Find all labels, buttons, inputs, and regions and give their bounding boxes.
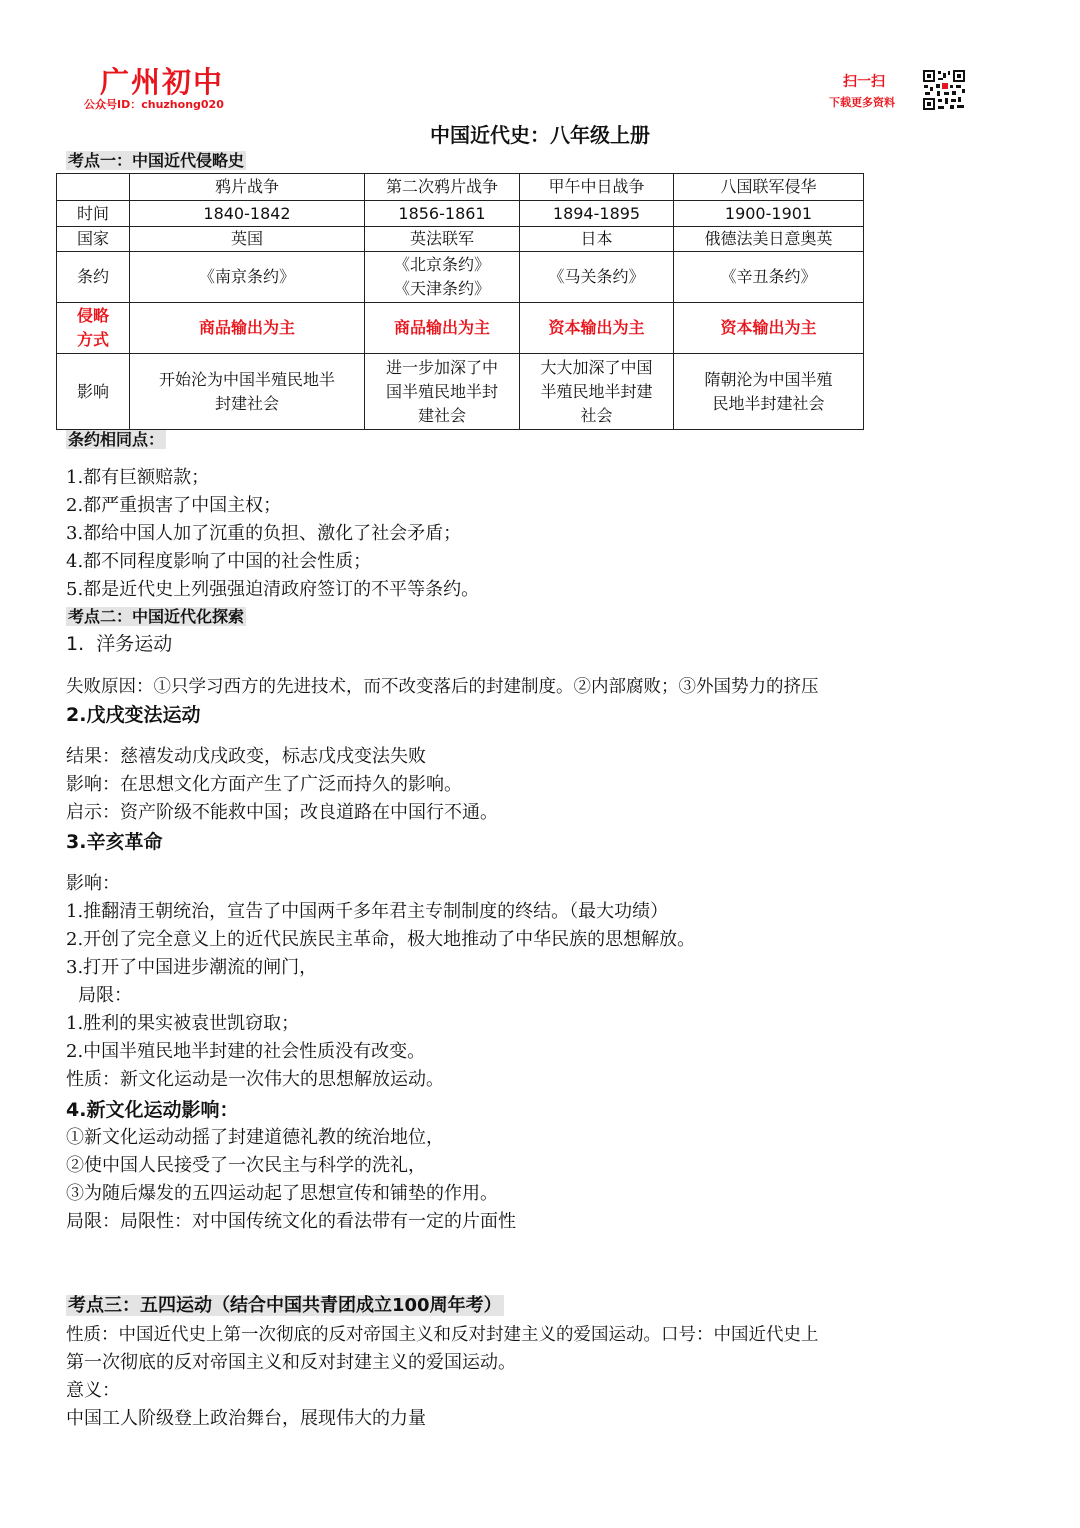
- invasion-history-table: [56, 173, 864, 430]
- cell-line: 建社会: [417, 405, 466, 425]
- qr-code-icon[interactable]: [922, 69, 966, 111]
- download-more-label: 下载更多资料: [829, 96, 895, 109]
- table-cell: [57, 174, 130, 201]
- cell-line: 进一步加深了中: [385, 357, 498, 377]
- list-item: 5.都是近代史上列强强迫清政府签订的不平等条约。: [66, 579, 480, 600]
- table-row: [57, 201, 864, 227]
- cell-line: 《北京条约》: [393, 255, 490, 274]
- cell-line: 隋朝沦为中国半殖: [704, 369, 833, 389]
- table-cell: 1840-1842: [130, 201, 365, 227]
- brand-account-id: 公众号ID：chuzhong020: [84, 98, 224, 111]
- scan-label: 扫一扫: [843, 74, 885, 90]
- row-label: 影响: [57, 354, 130, 430]
- cell-line: 方式: [76, 330, 109, 349]
- table-row: [57, 227, 864, 252]
- list-item: ③为随后爆发的五四运动起了思想宣传和铺垫的作用。: [66, 1183, 498, 1204]
- table-cell: [365, 354, 520, 430]
- list-item: 1.都有巨额赔款；: [66, 467, 210, 488]
- subsection-title-xinhai: 3.辛亥革命: [66, 831, 163, 853]
- table-cell: 俄德法美日意奥英: [674, 227, 864, 252]
- table-cell: [130, 354, 365, 430]
- row-label: 条约: [57, 252, 130, 303]
- list-item: 1.胜利的果实被袁世凯窃取；: [66, 1013, 300, 1034]
- section-heading-1: 考点一：中国近代侵略史: [68, 151, 245, 170]
- table-cell: 1900-1901: [674, 201, 864, 227]
- cell-line: 大大加深了中国: [540, 357, 653, 377]
- table-cell: 日本: [520, 227, 674, 252]
- table-cell: [674, 354, 864, 430]
- list-item: ①新文化运动动摇了封建道德礼教的统治地位，: [66, 1127, 444, 1148]
- table-header-cell: 第二次鸦片战争: [365, 174, 520, 201]
- table-cell: 1856-1861: [365, 201, 520, 227]
- table-cell: 1894-1895: [520, 201, 674, 227]
- text-line: 性质：新文化运动是一次伟大的思想解放运动。: [66, 1069, 444, 1090]
- table-row: [57, 354, 864, 430]
- cell-line: 封建社会: [214, 393, 279, 413]
- table-cell: [365, 252, 520, 303]
- text-line: 结果：慈禧发动戊戌政变，标志戊戌变法失败: [66, 746, 426, 767]
- failure-reason: 失败原因：①只学习西方的先进技术，而不改变落后的封建制度。②内部腐败；③外国势力的挤压: [66, 677, 819, 697]
- table-cell: 《南京条约》: [130, 252, 365, 303]
- list-item: 2.开创了完全意义上的近代民族民主革命，极大地推动了中华民族的思想解放。: [66, 929, 696, 950]
- text-line: 局限：局限性：对中国传统文化的看法带有一定的片面性: [66, 1211, 516, 1232]
- common-points-heading: 条约相同点：: [68, 430, 165, 449]
- table-cell: 《辛丑条约》: [674, 252, 864, 303]
- row-label: 国家: [57, 227, 130, 252]
- list-item: 1.推翻清王朝统治，宣告了中国两千多年君主专制制度的终结。（最大功绩）: [66, 901, 669, 922]
- cell-line: 社会: [580, 405, 613, 425]
- text-line: 影响：在思想文化方面产生了广泛而持久的影响。: [66, 774, 462, 795]
- table-cell: 英法联军: [365, 227, 520, 252]
- table-cell: 《马关条约》: [520, 252, 674, 303]
- cell-line: 半殖民地半封建: [540, 381, 653, 401]
- table-header-cell: 八国联军侵华: [674, 174, 864, 201]
- subsection-title-yangwu: [66, 631, 172, 657]
- cell-line: 《天津条约》: [393, 279, 490, 298]
- brand-logo-text: 广州初中: [100, 65, 225, 99]
- table-cell: 商品输出为主: [130, 303, 365, 354]
- section-heading-3: 考点三：五四运动（结合中国共青团成立100周年考）: [68, 1295, 502, 1316]
- list-item: 3.都给中国人加了沉重的负担、激化了社会矛盾；: [66, 523, 462, 544]
- subsection-number: 1.: [66, 633, 85, 655]
- table-cell: 资本输出为主: [520, 303, 674, 354]
- row-label: 时间: [57, 201, 130, 227]
- table-cell: 资本输出为主: [674, 303, 864, 354]
- table-row: [57, 252, 864, 303]
- cell-line: 侵略: [76, 306, 109, 325]
- cell-line: 民地半封建社会: [712, 393, 825, 413]
- subsection-label: 洋务运动: [96, 633, 173, 655]
- list-item: 2.中国半殖民地半封建的社会性质没有改变。: [66, 1041, 426, 1062]
- list-item: ②使中国人民接受了一次民主与科学的洗礼，: [66, 1155, 426, 1176]
- table-row: [57, 303, 864, 354]
- text-line: 中国工人阶级登上政治舞台，展现伟大的力量: [66, 1408, 426, 1429]
- text-line: 启示：资产阶级不能救中国；改良道路在中国行不通。: [66, 802, 498, 823]
- section-heading-2: 考点二：中国近代化探索: [68, 607, 245, 626]
- table-cell: 英国: [130, 227, 365, 252]
- subsection-title-wuxu: 2.戊戌变法运动: [66, 704, 201, 726]
- cell-line: 开始沦为中国半殖民地半: [158, 369, 335, 389]
- text-line: 第一次彻底的反对帝国主义和反对封建主义的爱国运动。: [66, 1352, 516, 1373]
- list-item: 2.都严重损害了中国主权；: [66, 495, 282, 516]
- text-line: 意义：: [66, 1380, 120, 1401]
- table-header-row: [57, 174, 864, 201]
- text-line: 局限：: [78, 985, 132, 1006]
- page-title: 中国近代史：八年级上册: [430, 123, 650, 147]
- list-item: 3.打开了中国进步潮流的闸门，: [66, 957, 318, 978]
- text-line: 性质：中国近代史上第一次彻底的反对帝国主义和反对封建主义的爱国运动。口号：中国近代史上: [66, 1325, 819, 1345]
- table-cell: [520, 354, 674, 430]
- list-item: 4.都不同程度影响了中国的社会性质；: [66, 551, 372, 572]
- table-cell: 商品输出为主: [365, 303, 520, 354]
- table-header-cell: 鸦片战争: [130, 174, 365, 201]
- row-label: [57, 303, 130, 354]
- table-header-cell: 甲午中日战争: [520, 174, 674, 201]
- text-line: 影响：: [66, 873, 120, 894]
- cell-line: 国半殖民地半封: [385, 381, 498, 401]
- subsection-title-xinwenhua: 4.新文化运动影响：: [66, 1099, 239, 1121]
